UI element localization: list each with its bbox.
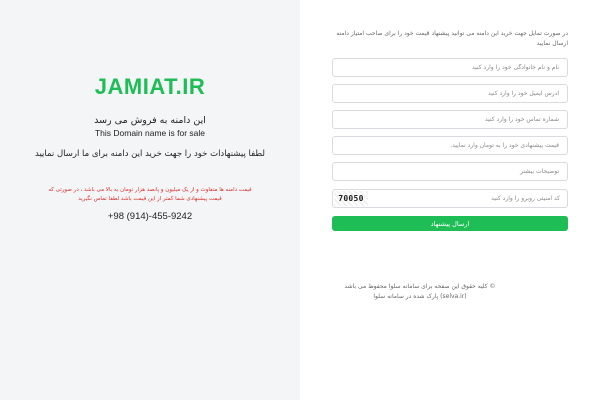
price-input[interactable] [332,136,568,155]
notes-input[interactable] [332,162,568,181]
email-input[interactable] [332,84,568,103]
domain-title: JAMIAT.IR [94,74,206,99]
submit-offer-button[interactable]: ارسال پیشنهاد [332,216,568,231]
price-warning-note: قیمت دامنه ها متفاوت و از یک میلیون و پانصد هزار تومان به بالا می باشد ، در صورتی که قیمت پیشنهادی شما کمتر از این قیمت باشد لطفا تماس نگیرید [48,187,252,202]
offer-request-text: لطفا پیشنهادات خود را جهت خرید این دامنه برای ما ارسال نمایید [35,149,265,159]
footer-copyright: © کلیه حقوق این صفحه برای سامانه سلوا محفوظ می باشد (selva.ir) پارک شده در سامانه سلوا [344,283,496,300]
form-intro-text: در صورت تمایل جهت خرید این دامنه می توانید پیشنهاد قیمت خود را برای صاحب امتیاز دامنه ارسال نمایید [336,30,568,47]
for-sale-text-en: This Domain name is for sale [94,128,206,138]
name-input[interactable] [332,58,568,77]
phone-input[interactable] [332,110,568,129]
for-sale-text-fa: این دامنه به فروش می رسد [94,115,206,126]
captcha-row [332,189,568,208]
captcha-image: 70050 [334,191,368,206]
contact-phone: +98 (914)-455-9242 [107,211,193,222]
captcha-input[interactable] [371,190,567,207]
